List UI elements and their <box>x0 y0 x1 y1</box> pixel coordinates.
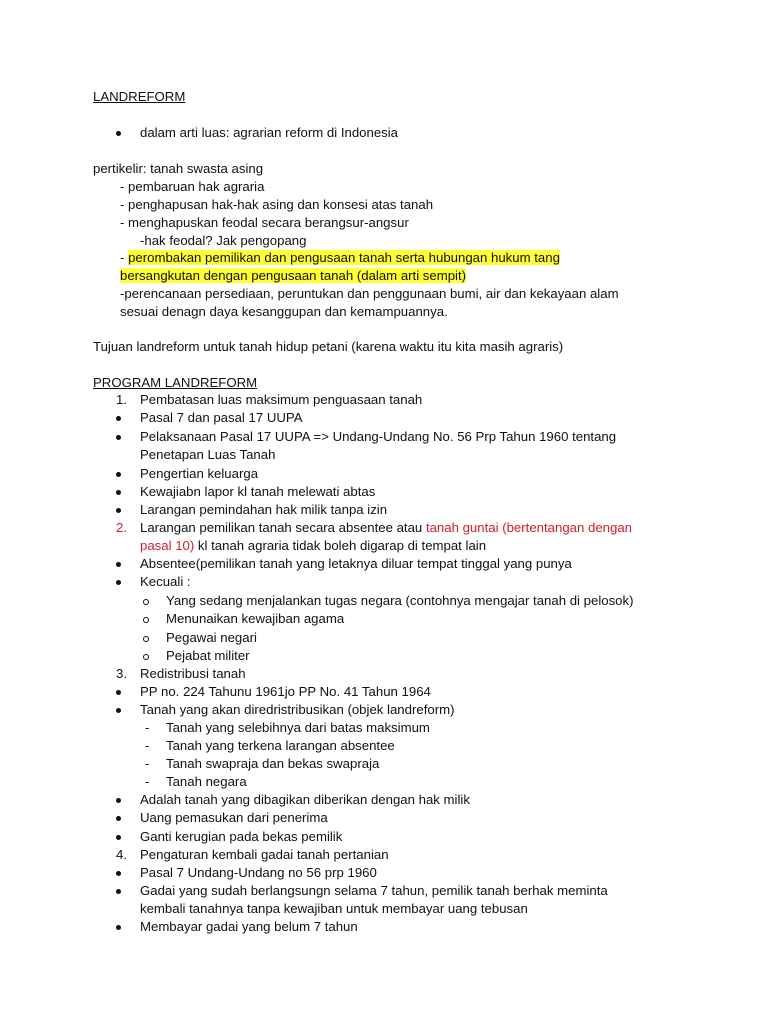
dash-marker: - <box>145 720 150 735</box>
bullet-icon <box>116 683 121 701</box>
bullet-icon <box>116 124 121 142</box>
bullet-text: Pasal 7 Undang-Undang no 56 prp 1960 <box>140 865 377 880</box>
bullet-icon <box>116 828 121 846</box>
circle-bullet-icon <box>143 647 149 665</box>
bullet-icon <box>116 555 121 573</box>
dash-marker: - <box>145 774 150 789</box>
bullet-text: Ganti kerugian pada bekas pemilik <box>140 829 343 844</box>
bullet-text: Kewajiabn lapor kl tanah melewati abtas <box>140 484 376 499</box>
highlighted-definition-line-2 <box>120 267 466 285</box>
pertikelir-item: - menghapuskan feodal secara berangsur-angsur <box>120 215 409 230</box>
bullet-icon <box>116 701 121 719</box>
bullet-text: Gadai yang sudah berlangsungn selama 7 tahun, pemilik tanah berhak meminta <box>140 883 608 898</box>
program-item-2-line-2 <box>140 537 486 555</box>
bullet-icon <box>116 791 121 809</box>
perencanaan-line-1: -perencanaan persediaan, peruntukan dan penggunaan bumi, air dan kekayaan alam <box>120 286 619 301</box>
red-text: pasal 10) <box>140 538 195 553</box>
program-item-4: Pengaturan kembali gadai tanah pertanian <box>140 847 389 862</box>
red-text: tanah guntai (bertentangan dengan <box>425 520 632 535</box>
number-marker: 3. <box>116 666 127 681</box>
bullet-icon <box>116 428 121 446</box>
bullet-text: Membayar gadai yang belum 7 tahun <box>140 919 358 934</box>
bullet-text-cont: Penetapan Luas Tanah <box>140 447 276 462</box>
dash-item-text: Tanah negara <box>166 774 247 789</box>
bullet-text-cont: kembali tanahnya tanpa kewajiban untuk membayar uang tebusan <box>140 901 528 916</box>
dash-marker: - <box>120 250 129 265</box>
program-item-1: Pembatasan luas maksimum penguasaan tanah <box>140 392 423 407</box>
bullet-text: Pengertian keluarga <box>140 466 259 481</box>
bullet-text: Larangan pemindahan hak milik tanpa izin <box>140 502 388 517</box>
highlighted-text: perombakan pemilikan dan pengusaan tanah serta hubungan hukum tang <box>128 250 560 265</box>
bullet-text: Pelaksanaan Pasal 17 UUPA => Undang-Undang No. 56 Prp Tahun 1960 tentang <box>140 429 617 444</box>
circle-bullet-icon <box>143 610 149 628</box>
dash-item-text: Tanah swapraja dan bekas swapraja <box>166 756 380 771</box>
circle-bullet-icon <box>143 629 149 647</box>
bullet-icon <box>116 483 121 501</box>
circle-bullet-icon <box>143 592 149 610</box>
sub-bullet-text: Pejabat militer <box>166 648 250 663</box>
dash-marker: - <box>145 756 150 771</box>
perencanaan-line-2: sesuai denagn daya kesanggupan dan kemampuannya. <box>120 304 448 319</box>
pertikelir-line: pertikelir: tanah swasta asing <box>93 161 264 176</box>
sub-bullet-text: Yang sedang menjalankan tugas negara (contohnya mengajar tanah di pelosok) <box>166 593 634 608</box>
bullet-icon <box>116 864 121 882</box>
dash-marker: - <box>145 738 150 753</box>
bullet-icon <box>116 573 121 591</box>
bullet-text: Uang pemasukan dari penerima <box>140 810 328 825</box>
dash-item-text: Tanah yang terkena larangan absentee <box>166 738 395 753</box>
intro-bullet-text: dalam arti luas: agrarian reform di Indonesia <box>140 125 399 140</box>
bullet-text: Adalah tanah yang dibagikan diberikan dengan hak milik <box>140 792 470 807</box>
number-marker: 2. <box>116 520 127 535</box>
highlighted-text: bersangkutan dengan pengusaan tanah (dalam arti sempit) <box>120 268 467 283</box>
program-item-2-line-1 <box>140 519 632 537</box>
bullet-icon <box>116 882 121 900</box>
pertikelir-item: - penghapusan hak-hak asing dan konsesi atas tanah <box>120 197 434 212</box>
bullet-icon <box>116 809 121 827</box>
program-title: PROGRAM LANDREFORM <box>93 375 258 390</box>
number-marker: 4. <box>116 847 127 862</box>
highlighted-definition-line-1 <box>120 249 560 267</box>
item-text: kl tanah agraria tidak boleh digarap di tempat lain <box>194 538 487 553</box>
item-text: Larangan pemilikan tanah secara absentee atau <box>140 520 426 535</box>
bullet-text: Tanah yang akan diredristribusikan (objek landreform) <box>140 702 455 717</box>
sub-bullet-text: Menunaikan kewajiban agama <box>166 611 345 626</box>
pertikelir-item: -hak feodal? Jak pengopang <box>140 233 307 248</box>
tujuan-paragraph: Tujuan landreform untuk tanah hidup petani (karena waktu itu kita masih agraris) <box>93 339 564 354</box>
bullet-text: PP no. 224 Tahunu 1961jo PP No. 41 Tahun 1964 <box>140 684 431 699</box>
bullet-text: Kecuali : <box>140 574 191 589</box>
document-title: LANDREFORM <box>93 89 186 104</box>
pertikelir-item: - pembaruan hak agraria <box>120 179 265 194</box>
bullet-text: Pasal 7 dan pasal 17 UUPA <box>140 410 303 425</box>
program-item-3: Redistribusi tanah <box>140 666 246 681</box>
dash-item-text: Tanah yang selebihnya dari batas maksimum <box>166 720 430 735</box>
bullet-text: Absentee(pemilikan tanah yang letaknya diluar tempat tinggal yang punya <box>140 556 572 571</box>
bullet-icon <box>116 501 121 519</box>
number-marker: 1. <box>116 392 127 407</box>
bullet-icon <box>116 465 121 483</box>
bullet-icon <box>116 409 121 427</box>
bullet-icon <box>116 918 121 936</box>
sub-bullet-text: Pegawai negari <box>166 630 257 645</box>
